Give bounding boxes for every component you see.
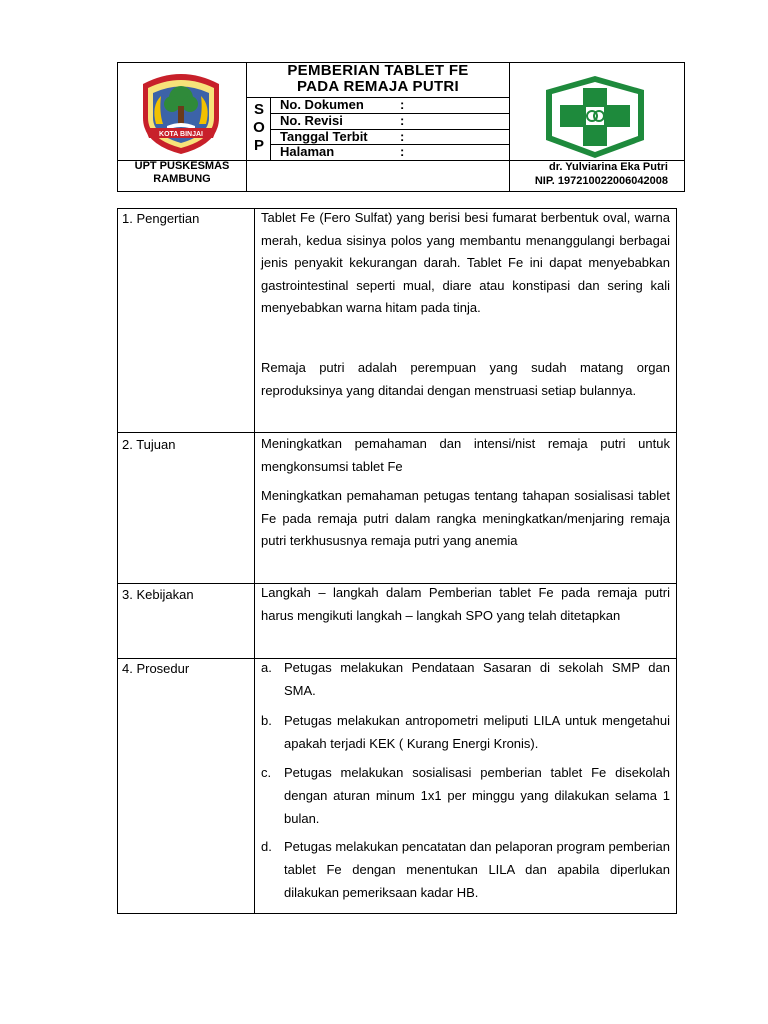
prosedur-step [261,761,670,830]
logo-banner-text: KOTA BINJAI [159,131,203,138]
puskesmas-cross-logo [540,74,650,160]
tujuan-paragraph-2: Meningkatkan pemahaman petugas tentang tahapan sosialisasi tablet Fe pada remaja putri dalam rangka meningkatkan/menjaring remaja putri terkhususnya remaja putri yang anemia [261,488,670,548]
kebijakan-paragraph: Langkah – langkah dalam Pemberian tablet Fe pada remaja putri harus mengikuti langkah – langkah SPO yang telah ditetapkan [261,585,670,623]
section-label-tujuan: 2. Tujuan [122,437,176,452]
meta-colon: : [400,129,405,144]
prosedur-step [261,835,670,904]
section-label-pengertian: 1. Pengertian [122,211,200,226]
meta-label-no-revisi: No. Revisi [280,113,343,128]
step-text: Petugas melakukan sosialisasi pemberian tablet Fe disekolah dengan aturan minum 1x1 per minggu yang dilakukan selama 1 bulan. [284,765,670,826]
section-label-kebijakan: 3. Kebijakan [122,587,194,602]
tujuan-paragraph-1: Meningkatkan pemahaman dan intensi/nist remaja putri untuk mengkonsumsi tablet Fe [261,436,670,474]
step-marker: c. [261,765,272,780]
meta-colon: : [400,144,405,159]
official-signatory [510,160,668,188]
step-marker: a. [261,660,272,675]
step-text: Petugas melakukan antropometri meliputi LILA untuk mengetahui apakah terjadi KEK ( Kurang Energi Kronis). [284,713,670,751]
sop-letter-p: P [253,137,264,154]
city-emblem-logo [133,66,229,156]
sop-title-line2: PADA REMAJA PUTRI [296,78,460,95]
organization-name [118,160,246,186]
meta-label-tanggal-terbit: Tanggal Terbit [280,129,368,144]
organization-line2: RAMBUNG [153,173,211,185]
meta-colon: : [400,113,405,128]
step-text: Petugas melakukan Pendataan Sasaran di sekolah SMP dan SMA. [284,660,670,698]
organization-line1: UPT PUSKESMAS [134,160,230,172]
official-nip: NIP. 197210022006042008 [534,175,668,187]
section-label-prosedur: 4. Prosedur [122,661,190,676]
sop-letter-s: S [253,101,264,118]
sop-letter-o: O [253,119,265,136]
sop-title-line1: PEMBERIAN TABLET FE [287,62,469,79]
pengertian-paragraph-2: Remaja putri adalah perempuan yang sudah matang organ reproduksinya yang ditandai dengan menstruasi setiap bulannya. [261,360,670,398]
meta-label-halaman: Halaman [280,144,335,159]
official-name: dr. Yulviarina Eka Putri [548,161,668,173]
step-marker: d. [261,839,272,854]
pengertian-paragraph-1: Tablet Fe (Fero Sulfat) yang berisi besi fumarat berbentuk oval, warna merah, kedua sisinya polos yang membantu menanggulangi berbagai jenis penyakit kekurangan darah. Tablet Fe ini dapat menyebabkan gastrointestinal seperti mual, diare atau konstipasi dan sering kali menyebabkan warna hitam pada tinja. [261,210,670,315]
prosedur-step [261,709,670,755]
sop-title [247,63,509,95]
prosedur-step [261,656,670,702]
step-marker: b. [261,713,272,728]
meta-colon: : [400,97,405,112]
meta-label-no-dokumen: No. Dokumen [280,97,364,112]
step-text: Petugas melakukan pencatatan dan pelaporan program pemberian tablet Fe dengan menentukan LILA dan apabila diperlukan dilakukan pemeriksaan kadar HB. [284,839,670,900]
